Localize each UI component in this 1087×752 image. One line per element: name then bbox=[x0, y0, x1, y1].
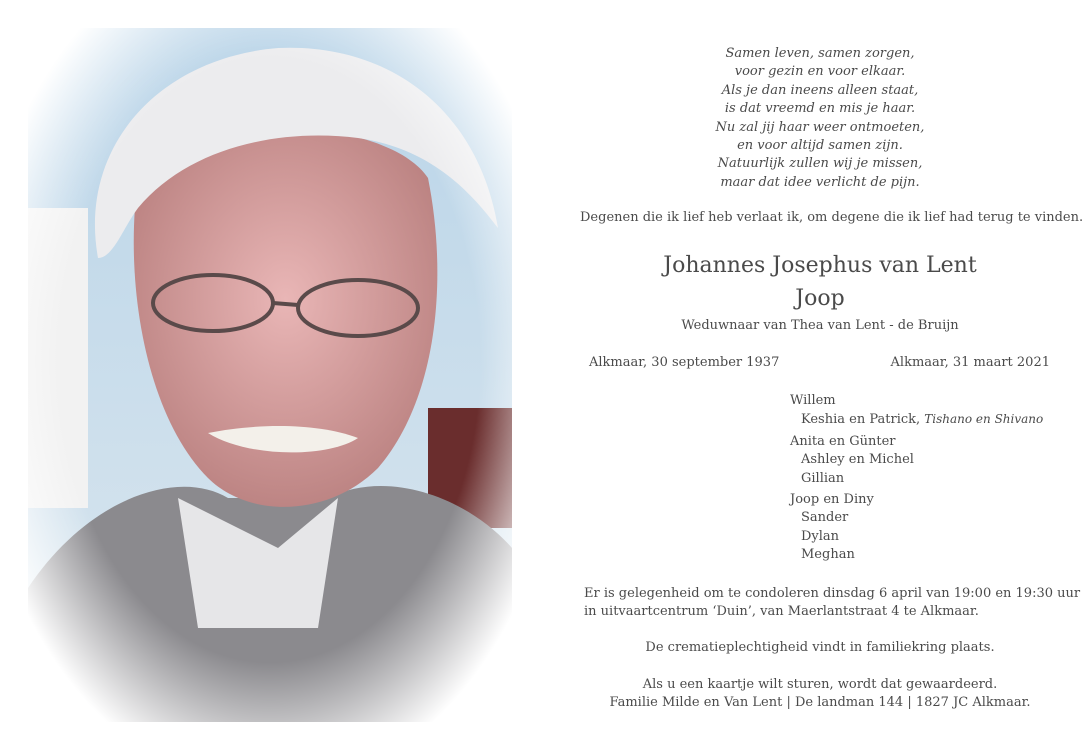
family-group bbox=[790, 433, 1043, 488]
poem bbox=[580, 45, 1060, 192]
poem-line: Als je dan ineens alleen staat, bbox=[721, 82, 919, 98]
family-list bbox=[790, 392, 1043, 568]
family-member: Sander bbox=[801, 510, 849, 526]
family-member: Dylan bbox=[801, 528, 840, 544]
family-group bbox=[790, 392, 1043, 430]
family-head: Joop en Diny bbox=[790, 492, 874, 508]
poem-line: Samen leven, samen zorgen, bbox=[725, 46, 915, 61]
family-address: Familie Milde en Van Lent | De landman 144 | 1827 JC Alkmaar. bbox=[609, 695, 1031, 710]
member-name: Keshia en Patrick, bbox=[801, 412, 921, 428]
portrait-photo bbox=[28, 28, 512, 722]
member-children: Tishano en Shivano bbox=[924, 412, 1044, 427]
birth-date: Alkmaar, 30 september 1937 bbox=[589, 355, 780, 370]
poem-line: voor gezin en voor elkaar. bbox=[734, 64, 906, 80]
quote: Degenen die ik lief heb verlaat ik, om degene die ik lief had terug te vinden. bbox=[580, 210, 1084, 225]
poem-line: is dat vreemd en mis je haar. bbox=[724, 101, 916, 117]
poem-line: en voor altijd samen zijn. bbox=[737, 138, 903, 154]
widower-line: Weduwnaar van Thea van Lent - de Bruijn bbox=[681, 318, 959, 333]
family-head: Anita en Günter bbox=[790, 433, 896, 449]
family-group bbox=[790, 491, 1043, 565]
poem-line: Natuurlijk zullen wij je missen, bbox=[717, 156, 923, 172]
card-note: Als u een kaartje wilt sturen, wordt dat gewaardeerd. bbox=[642, 677, 998, 692]
condolence-line: in uitvaartcentrum ‘Duin’, van Maerlantstraat 4 te Alkmaar. bbox=[584, 604, 979, 620]
family-member: Meghan bbox=[801, 547, 855, 563]
family-member bbox=[790, 410, 1043, 429]
nickname: Joop bbox=[795, 286, 845, 311]
family-member: Gillian bbox=[801, 470, 845, 486]
family-member: Ashley en Michel bbox=[801, 452, 914, 468]
condolence-info bbox=[584, 585, 1080, 622]
deceased-name: Johannes Josephus van Lent bbox=[663, 253, 977, 278]
family-head: Willem bbox=[790, 393, 836, 408]
condolence-line: Er is gelegenheid om te condoleren dinsdag 6 april van 19:00 en 19:30 uur bbox=[584, 586, 1081, 601]
cremation-note: De crematieplechtigheid vindt in familiekring plaats. bbox=[645, 640, 995, 655]
death-date: Alkmaar, 31 maart 2021 bbox=[890, 355, 1050, 370]
poem-line: Nu zal jij haar weer ontmoeten, bbox=[715, 119, 925, 135]
poem-line: maar dat idee verlicht de pijn. bbox=[720, 174, 920, 190]
